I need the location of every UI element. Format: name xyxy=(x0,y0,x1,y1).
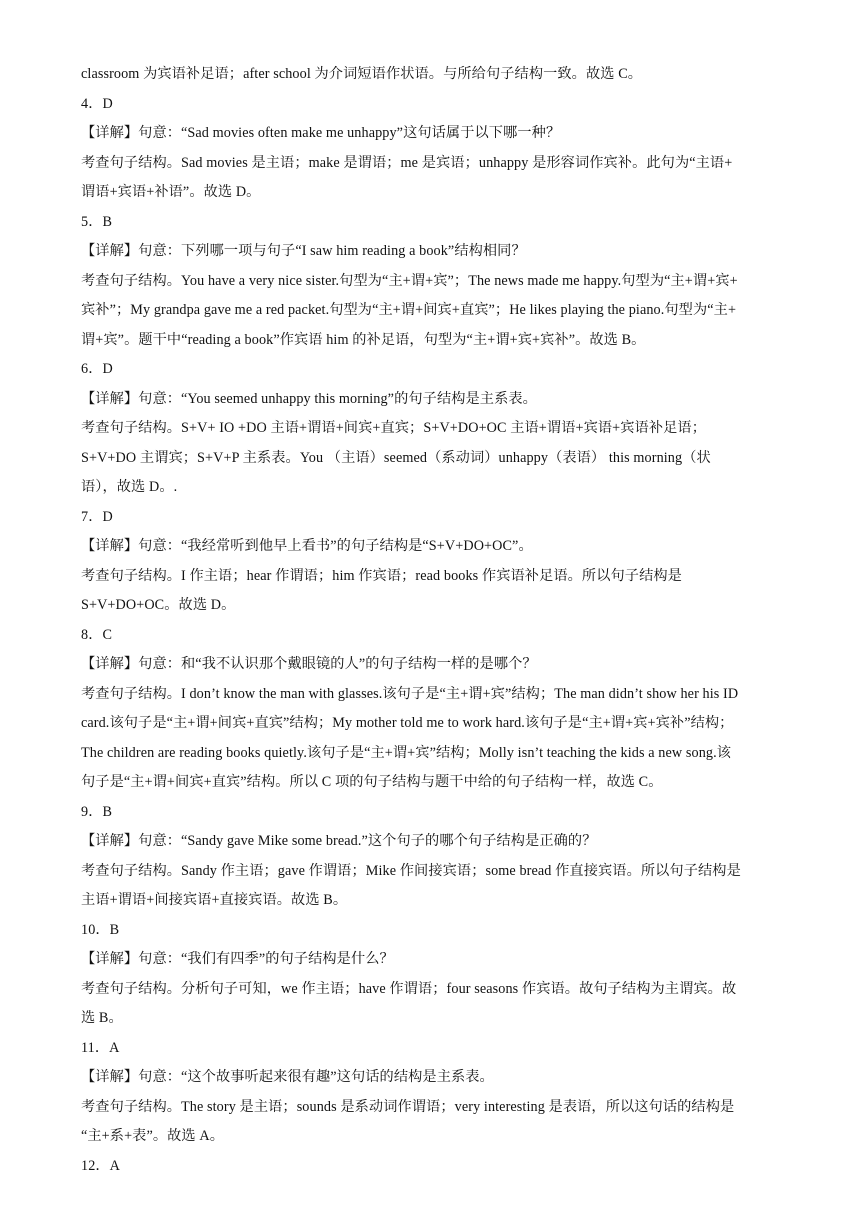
text-line: The children are reading books quietly.该句子是“主+谓+宾”结构；Molly isn’t teaching the kids a new song.该 xyxy=(81,745,732,761)
text-line: 考查句子结构。I don’t know the man with glasses.该句子是“主+谓+宾”结构；The man didn’t show her his ID xyxy=(81,686,739,702)
text-line: S+V+DO 主谓宾；S+V+P 主系表。You （主语）seemed（系动词）unhappy（表语） this morning（状 xyxy=(81,450,711,466)
answer-number: 11．A xyxy=(81,1040,120,1056)
text-line: 宾补”；My grandpa gave me a red packet.句型为“主+谓+间宾+直宾”；He likes playing the piano.句型为“主+ xyxy=(81,302,737,318)
explanation-line: 【详解】句意：“Sad movies often make me unhappy”这句话属于以下哪一种？ xyxy=(81,125,561,141)
text-line: classroom 为宾语补足语；after school 为介词短语作状语。与所给句子结构一致。故选 C。 xyxy=(81,66,643,82)
text-line: 谓+宾”。题干中“reading a book”作宾语 him 的补足语，句型为“主+谓+宾+宾补”。故选 B。 xyxy=(81,332,646,348)
text-line: 考查句子结构。I 作主语；hear 作谓语；him 作宾语；read books 作宾语补足语。所以句子结构是 xyxy=(81,568,682,584)
explanation-line: 【详解】句意：“这个故事听起来很有趣”这句话的结构是主系表。 xyxy=(81,1069,494,1085)
explanation-line: 【详解】句意：“我们有四季”的句子结构是什么？ xyxy=(81,951,394,967)
answer-number: 4．D xyxy=(81,96,113,112)
text-line: 考查句子结构。You have a very nice sister.句型为“主+谓+宾”；The news made me happy.句型为“主+谓+宾+ xyxy=(81,273,738,289)
text-line: 主语+谓语+间接宾语+直接宾语。故选 B。 xyxy=(81,892,348,908)
text-line: 考查句子结构。The story 是主语；sounds 是系动词作谓语；very interesting 是表语，所以这句话的结构是 xyxy=(81,1099,735,1115)
answer-number: 6．D xyxy=(81,361,113,377)
text-line: 考查句子结构。S+V+ IO +DO 主语+谓语+间宾+直宾；S+V+DO+OC 主语+谓语+宾语+宾语补足语； xyxy=(81,420,706,436)
answer-number: 9．B xyxy=(81,804,113,820)
explanation-line: 【详解】句意：“Sandy gave Mike some bread.”这个句子的哪个句子结构是正确的？ xyxy=(81,833,597,849)
text-line: S+V+DO+OC。故选 D。 xyxy=(81,597,236,613)
explanation-line: 【详解】句意：“You seemed unhappy this morning”的句子结构是主系表。 xyxy=(81,391,537,407)
answer-number: 5．B xyxy=(81,214,113,230)
text-line: 考查句子结构。分析句子可知，we 作主语；have 作谓语；four seasons 作宾语。故句子结构为主谓宾。故 xyxy=(81,981,737,997)
text-line: 谓语+宾语+补语”。故选 D。 xyxy=(81,184,261,200)
explanation-line: 【详解】句意：和“我不认识那个戴眼镜的人”的句子结构一样的是哪个？ xyxy=(81,656,537,672)
explanation-line: 【详解】句意：下列哪一项与句子“I saw him reading a book”结构相同？ xyxy=(81,243,526,259)
answer-number: 10．B xyxy=(81,922,120,938)
text-line: “主+系+表”。故选 A。 xyxy=(81,1128,225,1144)
text-line: 语），故选 D。. xyxy=(81,479,178,495)
text-line: 句子是“主+谓+间宾+直宾”结构。所以 C 项的句子结构与题干中给的句子结构一样，故选 C。 xyxy=(81,774,663,790)
answer-number: 12．A xyxy=(81,1158,121,1174)
answer-number: 7．D xyxy=(81,509,113,525)
text-line: 选 B。 xyxy=(81,1010,123,1026)
text-line: card.该句子是“主+谓+间宾+直宾”结构；My mother told me to work hard.该句子是“主+谓+宾+宾补”结构； xyxy=(81,715,734,731)
explanation-line: 【详解】句意：“我经常听到他早上看书”的句子结构是“S+V+DO+OC”。 xyxy=(81,538,533,554)
text-line: 考查句子结构。Sandy 作主语；gave 作谓语；Mike 作间接宾语；some bread 作直接宾语。所以句子结构是 xyxy=(81,863,741,879)
answer-number: 8．C xyxy=(81,627,113,643)
text-line: 考查句子结构。Sad movies 是主语；make 是谓语；me 是宾语；unhappy 是形容词作宾补。此句为“主语+ xyxy=(81,155,733,171)
